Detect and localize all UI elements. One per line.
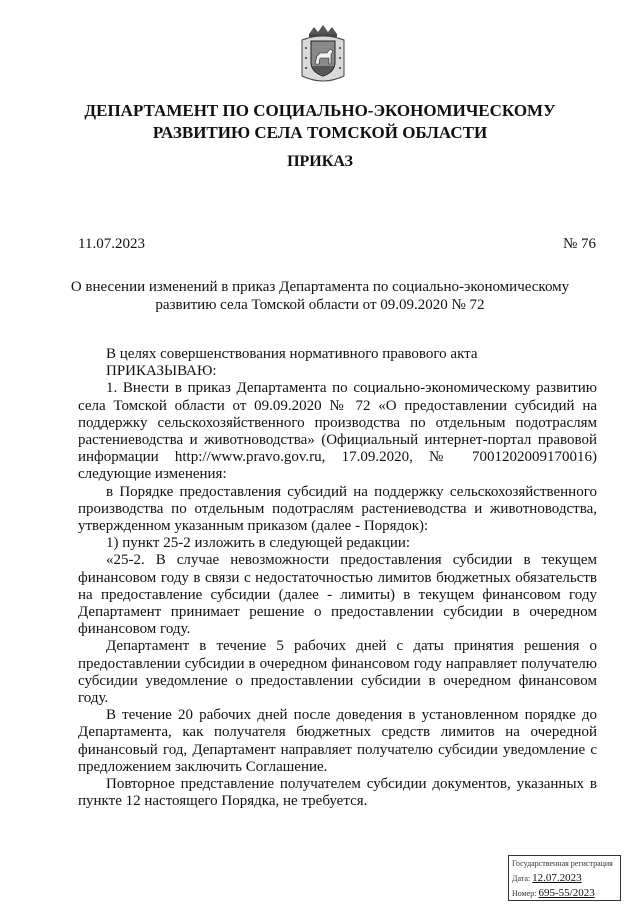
item-25-2-para-3: В течение 20 рабочих дней после доведения в установленном порядке до Департамента, как получателя бюджетных средств лимитов на очередной финансовый год, Департамент направляет получателю субсидии уведомление с предложением заключить Соглашение.: [78, 707, 597, 775]
registration-title: Государственная регистрация: [512, 859, 613, 868]
subclause-1: 1) пункт 25-2 изложить в следующей редакции:: [106, 535, 411, 552]
order-body: [78, 346, 597, 810]
document-type: ПРИКАЗ: [287, 153, 353, 170]
order-number: № 76: [562, 236, 596, 252]
preamble: В целях совершенствования нормативного правового акта: [106, 346, 478, 362]
order-date: 11.07.2023: [78, 236, 145, 252]
order-subject: О внесении изменений в приказ Департамента по социально-экономическому развитию села Томской области от 09.09.2020 № 72: [70, 279, 570, 313]
registration-date-label: Дата:: [512, 874, 531, 883]
order-verb: ПРИКАЗЫВАЮ:: [106, 363, 217, 380]
item-25-2: «25-2. В случае невозможности предоставления субсидии в текущем финансовом году в связи с недостаточностью лимитов бюджетных обязательств на предоставление субсидии (далее - лимиты) в текущем финансовом году Департамент принимает решение о предоставлении субсидии в очередном финансовом году.: [78, 552, 597, 638]
item-25-2-para-2: Департамент в течение 5 рабочих дней с даты принятия решения о предоставлении субсидии в очередном финансовом году направляет получателю субсидии уведомление о предоставлении субсидии в очередном финансовом году.: [78, 638, 597, 707]
registration-number-label: Номер:: [512, 889, 537, 898]
registration-date: 12.07.2023: [532, 872, 582, 884]
procedure-intro: в Порядке предоставления субсидий на поддержку сельскохозяйственного производства по отдельным подотраслям растениеводства и животноводства, утвержденном указанным приказом (далее - Порядок):: [78, 483, 597, 535]
registration-stamp: [508, 855, 621, 901]
item-25-2-para-4: Повторное представление получателем субсидии документов, указанных в пункте 12 настоящего Порядка, не требуется.: [78, 776, 597, 810]
registration-number: 695-55/2023: [538, 887, 595, 899]
clause-1: 1. Внести в приказ Департамента по социально-экономическому развитию села Томской области от 09.09.2020 № 72 «О предоставлении субсидий на поддержку сельскохозяйственного производства по отдельным подотраслям растениеводства и животноводства» (Официальный интернет-портал правовой информации http://www.pravo.gov.ru, 17.09.2020, № 7001202009170016) следующие изменения:: [78, 380, 597, 483]
coat-of-arms-icon: [300, 24, 346, 86]
department-name: ДЕПАРТАМЕНТ ПО СОЦИАЛЬНО-ЭКОНОМИЧЕСКОМУ РАЗВИТИЮ СЕЛА ТОМСКОЙ ОБЛАСТИ: [84, 101, 556, 142]
